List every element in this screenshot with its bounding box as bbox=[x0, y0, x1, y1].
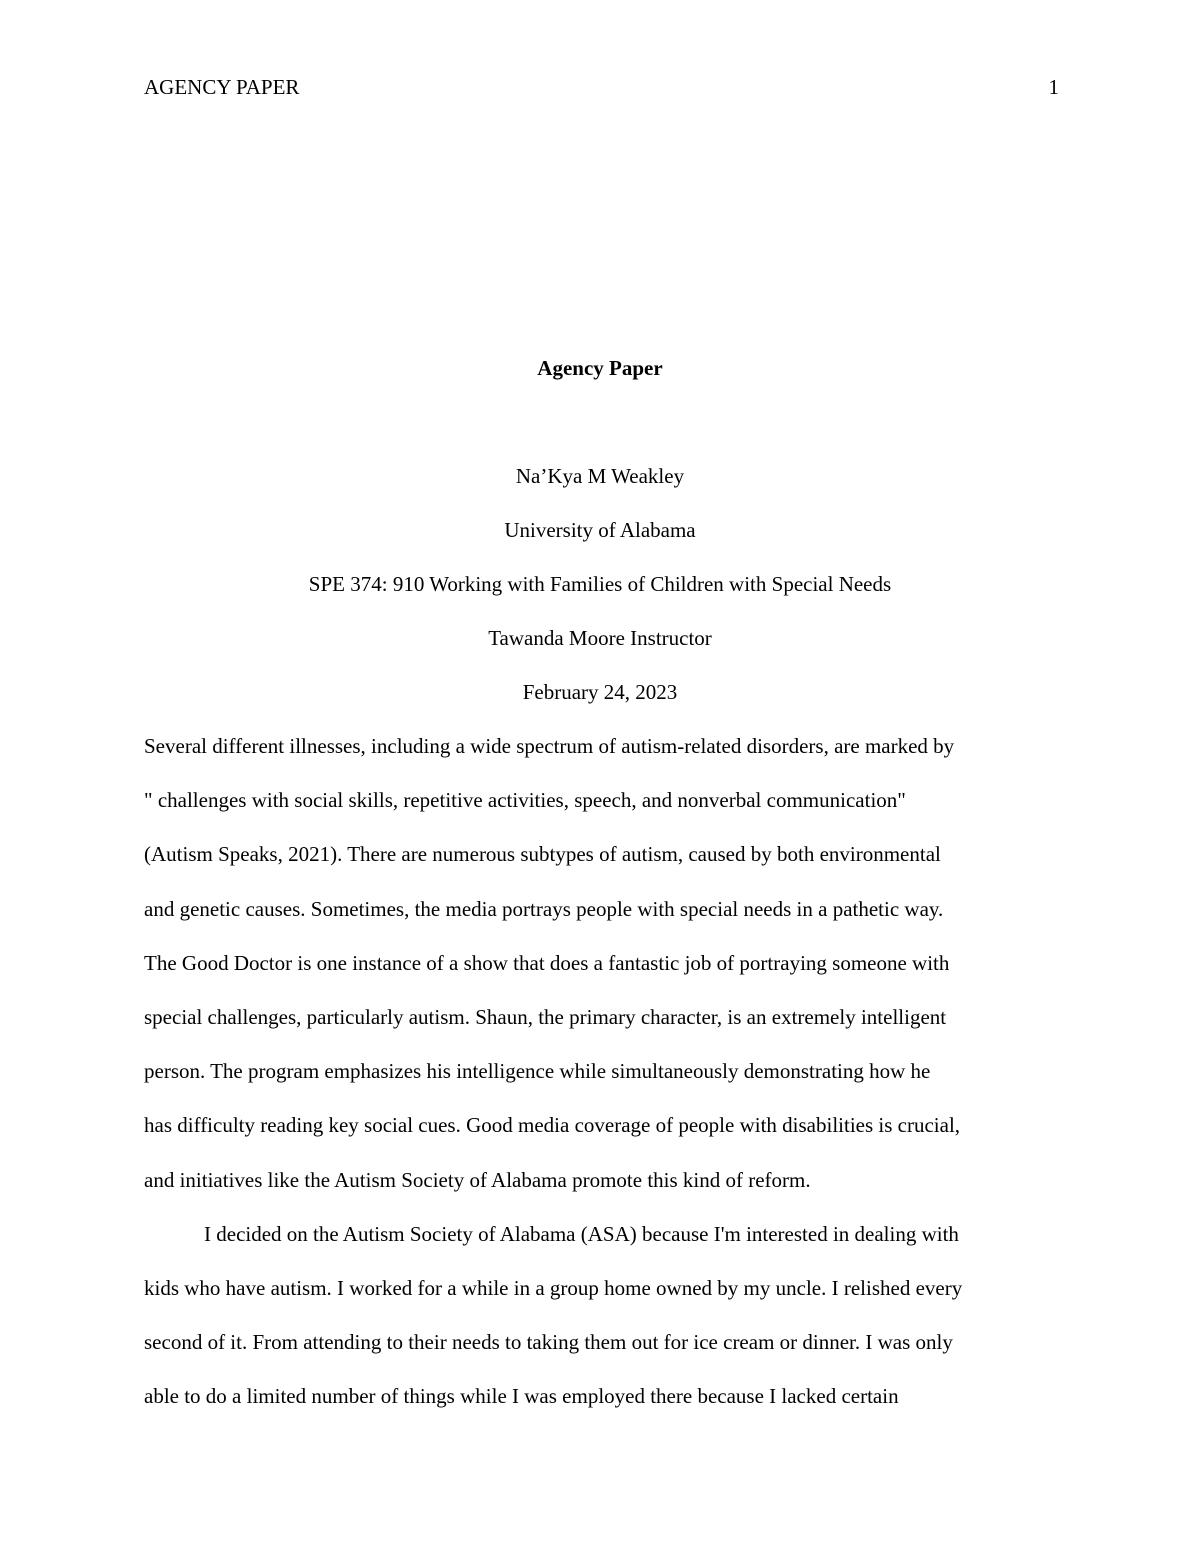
paragraph-1 bbox=[144, 719, 1064, 1207]
page-number: 1 bbox=[1048, 75, 1059, 99]
paragraph-line: " challenges with social skills, repetitive activities, speech, and nonverbal communication" bbox=[144, 788, 906, 813]
paper-date: February 24, 2023 bbox=[522, 680, 678, 704]
paragraph-line: has difficulty reading key social cues. Good media coverage of people with disabilities is crucial, bbox=[144, 1113, 961, 1138]
paragraph-line: second of it. From attending to their needs to taking them out for ice cream or dinner. I was only bbox=[144, 1330, 953, 1355]
paper-title: Agency Paper bbox=[537, 356, 663, 380]
author-name: Na’Kya M Weakley bbox=[515, 464, 685, 488]
running-head: AGENCY PAPER bbox=[144, 75, 300, 99]
title-spacer bbox=[144, 395, 1056, 449]
paragraph-line: and genetic causes. Sometimes, the media portrays people with special needs in a pathetic way. bbox=[144, 896, 944, 921]
institution: University of Alabama bbox=[504, 518, 696, 542]
paragraph-line: (Autism Speaks, 2021). There are numerous subtypes of autism, caused by both environmental bbox=[144, 842, 941, 867]
paragraph-line: person. The program emphasizes his intelligence while simultaneously demonstrating how he bbox=[144, 1059, 931, 1084]
title-block bbox=[144, 341, 1056, 719]
paragraph-line: The Good Doctor is one instance of a show that does a fantastic job of portraying someone with bbox=[144, 950, 950, 975]
paragraph-2 bbox=[144, 1207, 1064, 1424]
paragraph-line: kids who have autism. I worked for a while in a group home owned by my uncle. I relished every bbox=[144, 1275, 963, 1300]
body-text bbox=[144, 719, 1064, 1423]
instructor-name: Tawanda Moore Instructor bbox=[488, 626, 712, 650]
paragraph-line: Several different illnesses, including a wide spectrum of autism-related disorders, are marked by bbox=[144, 734, 955, 758]
paragraph-line: and initiatives like the Autism Society of Alabama promote this kind of reform. bbox=[144, 1167, 811, 1192]
course-name: SPE 374: 910 Working with Families of Children with Special Needs bbox=[308, 572, 892, 596]
paragraph-line: able to do a limited number of things while I was employed there because I lacked certain bbox=[144, 1384, 899, 1409]
paragraph-line-text: I decided on the Autism Society of Alabama (ASA) because I'm interested in dealing with bbox=[204, 1221, 959, 1246]
paragraph-line-indented bbox=[144, 1207, 1064, 1261]
paragraph-line: special challenges, particularly autism. Shaun, the primary character, is an extremely intelligent bbox=[144, 1004, 947, 1029]
